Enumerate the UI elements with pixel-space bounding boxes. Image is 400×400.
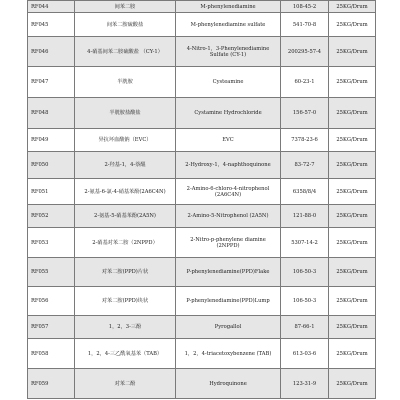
chinese-name-cell: 1，2，3-三酚 — [75, 316, 176, 339]
table-row — [28, 205, 376, 228]
english-name-cell: 2-Hydroxy-1，4-naphthoquinone — [176, 152, 281, 179]
packing-cell: 25KG/Drum — [329, 339, 376, 369]
product-code-cell: RF048 — [28, 98, 75, 129]
packing-cell: 25KG/Drum — [329, 287, 376, 316]
table-row — [28, 37, 376, 67]
table-row — [28, 228, 376, 258]
chinese-name-cell: 2-氨基-5-硝基苯酚(2A5N) — [75, 205, 176, 228]
product-code-cell: RF053 — [28, 228, 75, 258]
product-code-cell: RF052 — [28, 205, 75, 228]
cas-number-cell: 541-70-8 — [281, 13, 329, 37]
cas-number-cell: 6358/8/4 — [281, 179, 329, 205]
english-name-cell: M-phenylenediamine — [176, 1, 281, 13]
table-row — [28, 98, 376, 129]
table-row — [28, 152, 376, 179]
packing-cell: 25KG/Drum — [329, 258, 376, 287]
english-name-cell: 2-Amino-6-chloro-4-nitrophenol (2A6C4N) — [176, 179, 281, 205]
packing-cell: 25KG/Drum — [329, 98, 376, 129]
cas-number-cell: 7378-23-6 — [281, 129, 329, 152]
cas-number-cell: 60-23-1 — [281, 67, 329, 98]
packing-cell: 25KG/Drum — [329, 369, 376, 399]
packing-cell: 25KG/Drum — [329, 67, 376, 98]
cas-number-cell: 613-03-6 — [281, 339, 329, 369]
product-code-cell: RF055 — [28, 258, 75, 287]
packing-cell: 25KG/Drum — [329, 37, 376, 67]
product-code-cell: RF058 — [28, 339, 75, 369]
cas-number-cell: 156-57-0 — [281, 98, 329, 129]
table-row — [28, 316, 376, 339]
packing-cell: 25KG/Drum — [329, 228, 376, 258]
cas-number-cell: 123-31-9 — [281, 369, 329, 399]
english-name-cell: P-phenylenediamine(PPD)Lump — [176, 287, 281, 316]
packing-cell: 25KG/Drum — [329, 13, 376, 37]
packing-cell: 25KG/Drum — [329, 152, 376, 179]
cas-number-cell: 108-45-2 — [281, 1, 329, 13]
cas-number-cell: 5307-14-2 — [281, 228, 329, 258]
table-row — [28, 13, 376, 37]
chinese-name-cell: 半胱胺 — [75, 67, 176, 98]
chinese-name-cell: 2-硝基对苯二胺（2NPPD） — [75, 228, 176, 258]
cas-number-cell: 83-72-7 — [281, 152, 329, 179]
table-row — [28, 339, 376, 369]
packing-cell: 25KG/Drum — [329, 205, 376, 228]
table-row — [28, 129, 376, 152]
chinese-name-cell: 2-羟基-1，4-萘醌 — [75, 152, 176, 179]
table-row — [28, 67, 376, 98]
english-name-cell: 2-Nitro-p-phenylene diamine (2NPPD) — [176, 228, 281, 258]
english-name-cell: Hydroquinone — [176, 369, 281, 399]
packing-cell: 25KG/Drum — [329, 179, 376, 205]
product-code-cell: RF049 — [28, 129, 75, 152]
english-name-cell: Cysteamine — [176, 67, 281, 98]
packing-cell: 25KG/Drum — [329, 1, 376, 13]
chinese-name-cell: 对苯二胺(PPD)片状 — [75, 258, 176, 287]
product-code-cell: RF056 — [28, 287, 75, 316]
product-table-page — [27, 0, 375, 399]
cas-number-cell: 106-50-3 — [281, 258, 329, 287]
chinese-name-cell: 对苯二酚 — [75, 369, 176, 399]
product-code-cell: RF057 — [28, 316, 75, 339]
product-code-cell: RF050 — [28, 152, 75, 179]
product-code-cell: RF051 — [28, 179, 75, 205]
english-name-cell: P-phenylenediamine(PPD)Flake — [176, 258, 281, 287]
chinese-name-cell: 异抗坏血酸钠（EVC） — [75, 129, 176, 152]
chinese-name-cell: 半胱胺盐酸盐 — [75, 98, 176, 129]
product-table-body — [28, 1, 376, 399]
cas-number-cell: 106-50-3 — [281, 287, 329, 316]
chinese-name-cell: 对苯二胺(PPD)块状 — [75, 287, 176, 316]
product-code-cell: RF046 — [28, 37, 75, 67]
cas-number-cell: 200295-57-4 — [281, 37, 329, 67]
cas-number-cell: 87-66-1 — [281, 316, 329, 339]
english-name-cell: M-phenylenediamine sulfate — [176, 13, 281, 37]
chinese-name-cell: 4-硝基间苯二胺硫酸盐 （CY-1） — [75, 37, 176, 67]
table-row — [28, 287, 376, 316]
english-name-cell: 1，2，4-triacetoxybenzene (TAB) — [176, 339, 281, 369]
chinese-name-cell: 2-氨基-6-氯-4-硝基苯酚(2A6C4N) — [75, 179, 176, 205]
table-row — [28, 369, 376, 399]
chinese-name-cell: 1，2，4-三乙酰氧基苯（TAB） — [75, 339, 176, 369]
english-name-cell: 2-Amino-5-Nitrophenol (2A5N) — [176, 205, 281, 228]
english-name-cell: EVC — [176, 129, 281, 152]
english-name-cell: Cystamine Hydrochloride — [176, 98, 281, 129]
chinese-name-cell: 间苯二胺 — [75, 1, 176, 13]
cas-number-cell: 121-88-0 — [281, 205, 329, 228]
table-row — [28, 258, 376, 287]
product-code-cell: RF044 — [28, 1, 75, 13]
product-code-cell: RF045 — [28, 13, 75, 37]
product-code-cell: RF047 — [28, 67, 75, 98]
english-name-cell: 4-Nitro-1，3-Phenylenediamine Sulfate (CY-1) — [176, 37, 281, 67]
table-row — [28, 179, 376, 205]
table-row — [28, 1, 376, 13]
product-table — [27, 0, 376, 399]
packing-cell: 25KG/Drum — [329, 129, 376, 152]
product-code-cell: RF059 — [28, 369, 75, 399]
english-name-cell: Pyrogallol — [176, 316, 281, 339]
packing-cell: 25KG/Drum — [329, 316, 376, 339]
chinese-name-cell: 间苯二胺硫酸盐 — [75, 13, 176, 37]
